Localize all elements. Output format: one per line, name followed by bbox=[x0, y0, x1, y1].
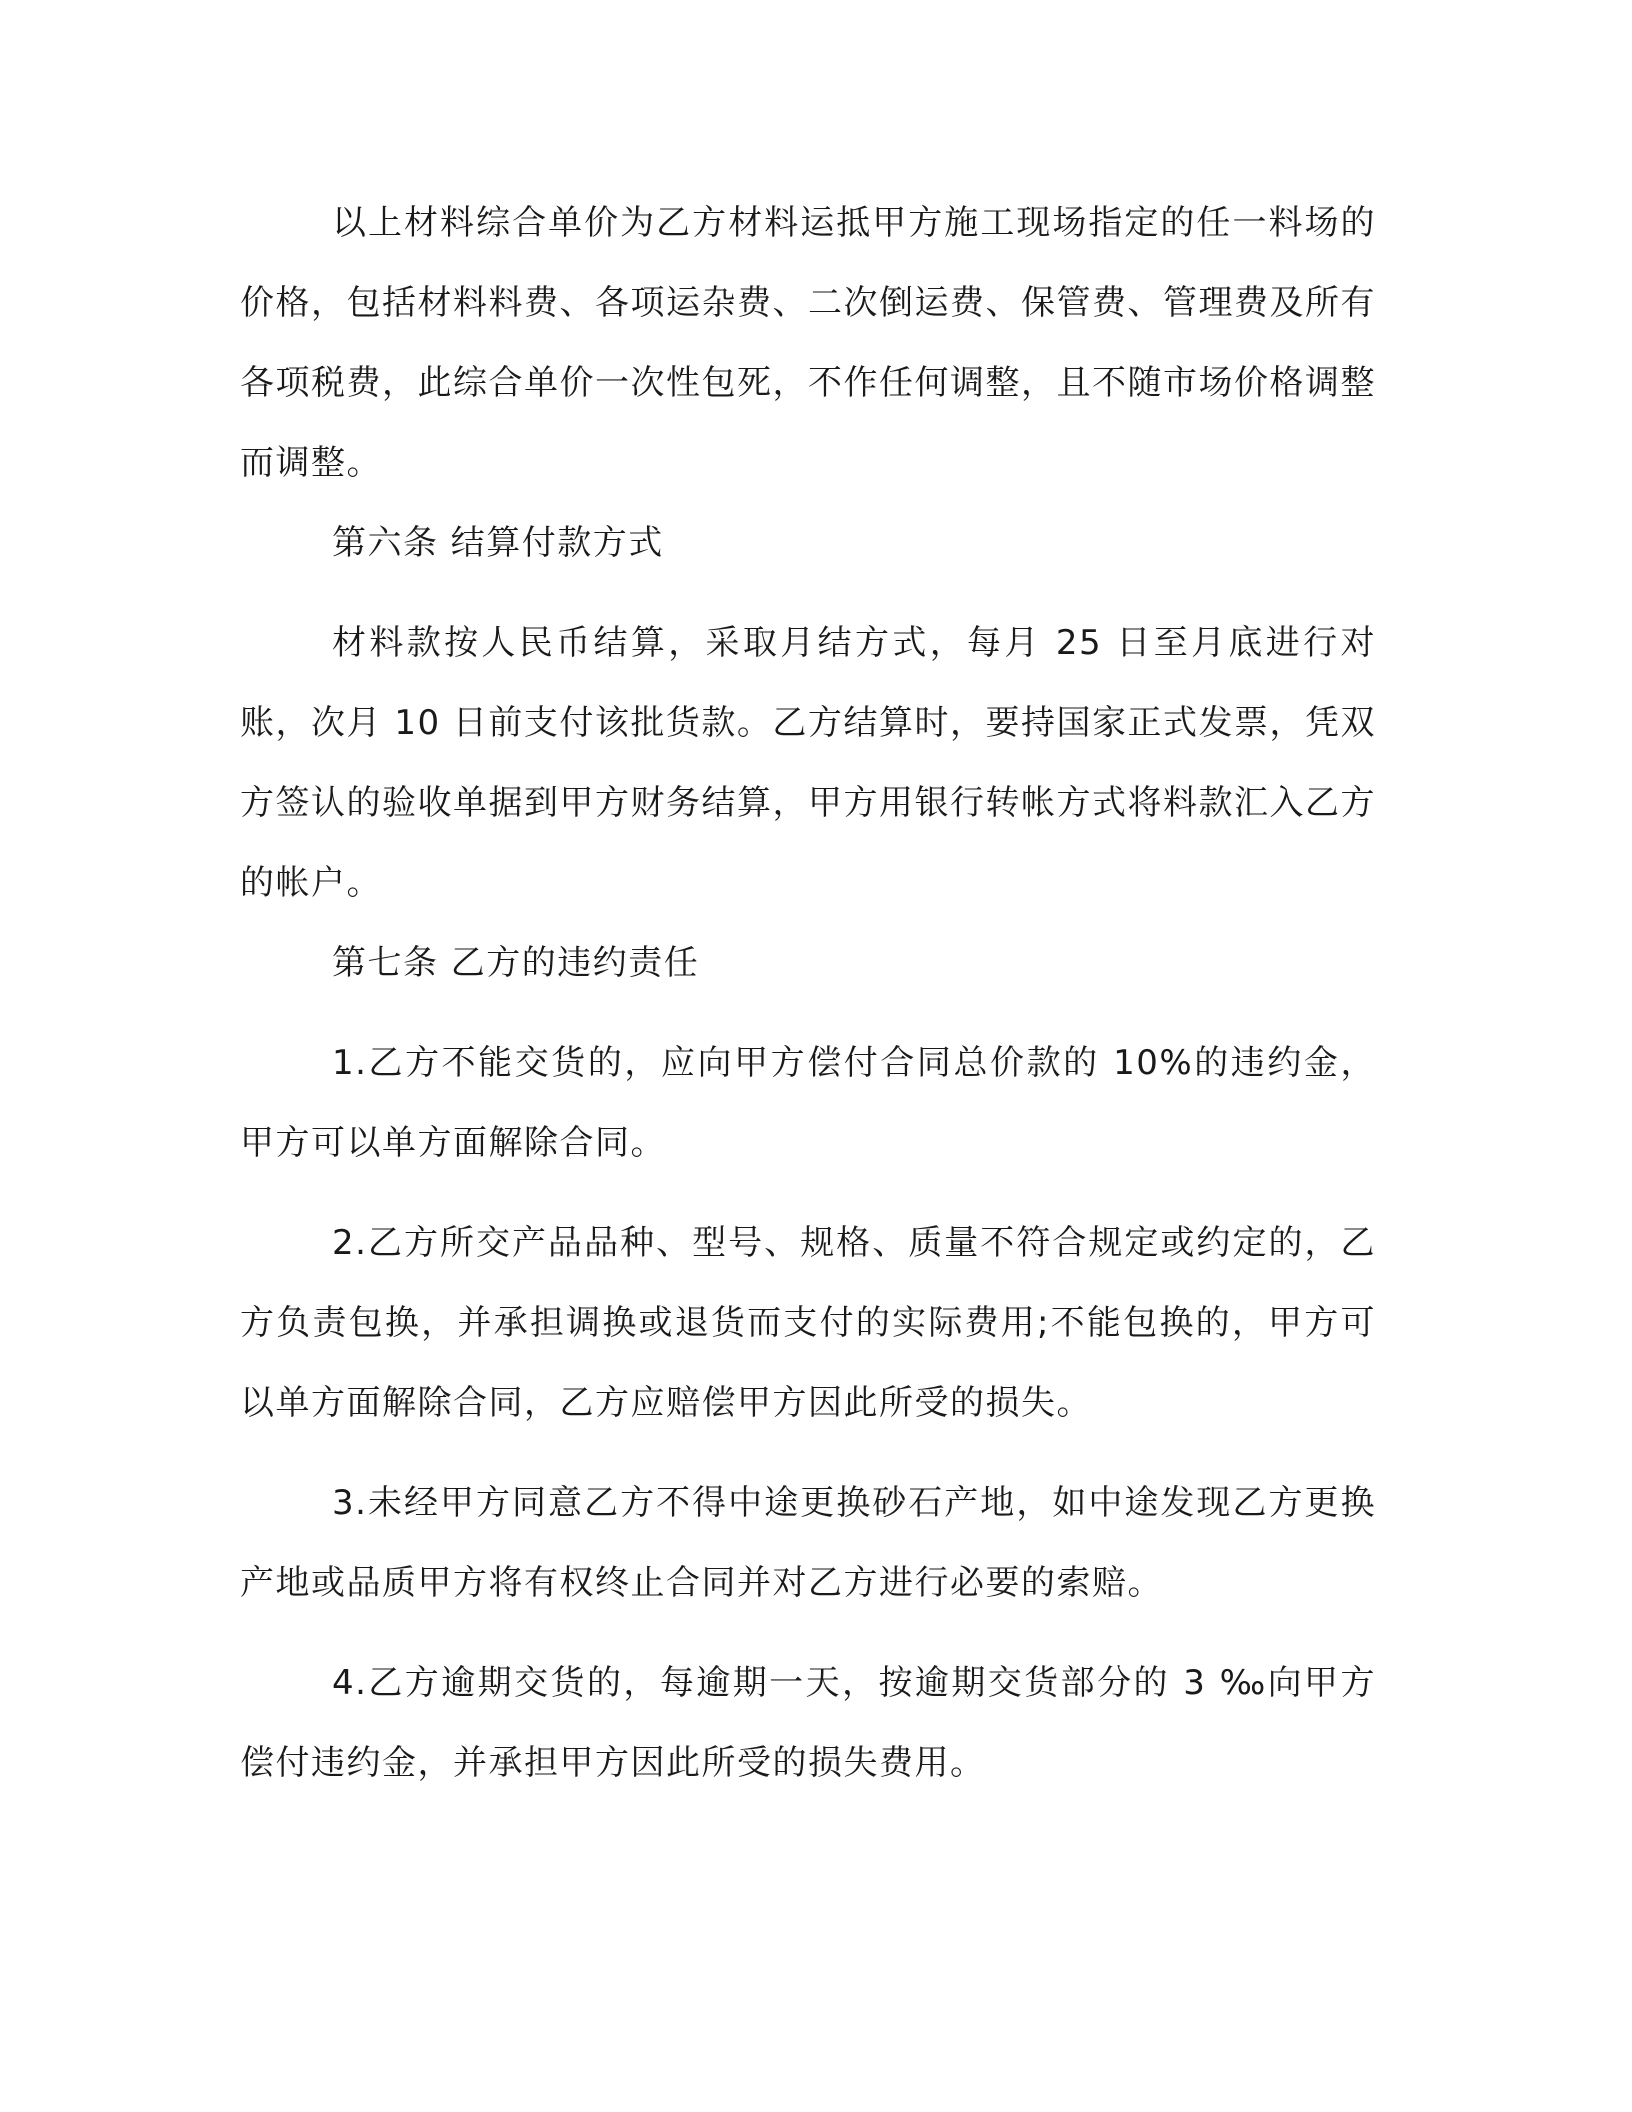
paragraph-unit-price-terms: 以上材料综合单价为乙方材料运抵甲方施工现场指定的任一料场的价格，包括材料料费、各项运杂费、二次倒运费、保管费、管理费及所有各项税费，此综合单价一次性包死，不作任何调整，且不随市场价格调整而调整。 bbox=[240, 203, 1376, 483]
article-6-heading: 第六条 结算付款方式 bbox=[332, 523, 664, 563]
clause-4-paragraph: 4.乙方逾期交货的，每逾期一天，按逾期交货部分的 3 ‰向甲方偿付违约金，并承担甲方因此所受的损失费用。 bbox=[240, 1663, 1376, 1783]
paragraph-settlement-terms: 材料款按人民币结算，采取月结方式，每月 25 日至月底进行对账，次月 10 日前支付该批货款。乙方结算时，要持国家正式发票，凭双方签认的验收单据到甲方财务结算，甲方用银行转帐方式将料款汇入乙方的帐户。 bbox=[240, 623, 1376, 903]
clause-3-paragraph: 3.未经甲方同意乙方不得中途更换砂石产地，如中途发现乙方更换产地或品质甲方将有权终止合同并对乙方进行必要的索赔。 bbox=[240, 1483, 1376, 1603]
article-7-heading: 第七条 乙方的违约责任 bbox=[332, 943, 700, 983]
clause-1-paragraph: 1.乙方不能交货的，应向甲方偿付合同总价款的 10%的违约金，甲方可以单方面解除合同。 bbox=[240, 1043, 1376, 1163]
document-body bbox=[240, 183, 1376, 1803]
clause-2-paragraph: 2.乙方所交产品品种、型号、规格、质量不符合规定或约定的，乙方负责包换，并承担调换或退货而支付的实际费用;不能包换的，甲方可以单方面解除合同，乙方应赔偿甲方因此所受的损失。 bbox=[240, 1223, 1376, 1423]
